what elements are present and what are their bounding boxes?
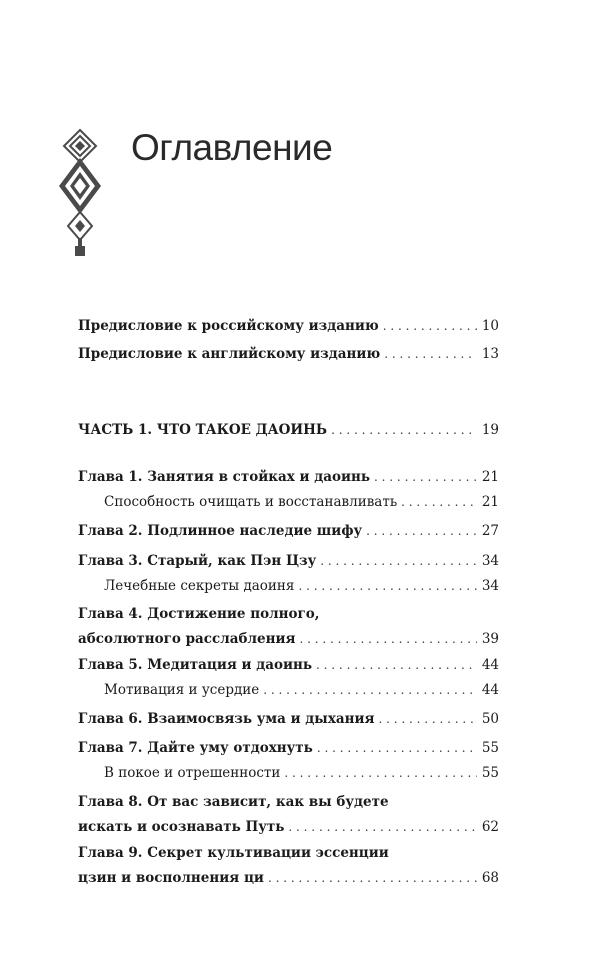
page-number: 21 [481, 469, 499, 485]
page-number: 39 [481, 631, 499, 647]
page-number: 55 [481, 765, 499, 781]
toc-entry[interactable]: Глава 1. Занятия в стойках и даоинь . . . 21 [78, 467, 499, 487]
toc-part[interactable]: ЧАСТЬ 1. ЧТО ТАКОЕ ДАОИНЬ . . . 19 [78, 420, 499, 440]
toc-entry[interactable]: Глава 7. Дайте уму отдохнуть . . . 55 [78, 738, 499, 758]
page-number: 27 [481, 523, 499, 539]
page-number: 44 [481, 682, 499, 698]
page-number: 55 [481, 740, 499, 756]
toc-entry[interactable]: Глава 2. Подлинное наследие шифу . . . 27 [78, 521, 499, 541]
toc-entry[interactable]: Глава 5. Медитация и даоинь . . . 44 [78, 655, 499, 675]
toc-entry[interactable]: Глава 3. Старый, как Пэн Цзу . . . 34 [78, 551, 499, 571]
toc-entry[interactable]: Глава 8. От вас зависит, как вы будете искать и осознавать Путь . . . 62 [78, 792, 499, 837]
toc-entry[interactable]: Предисловие к английскому изданию . . . 13 [78, 344, 499, 364]
page-number: 62 [481, 819, 499, 835]
page-number: 34 [481, 553, 499, 569]
page-number: 34 [481, 578, 499, 594]
toc-entry[interactable]: Глава 9. Секрет культивации эссенции цзин и восполнения ци . . . 68 [78, 843, 499, 888]
toc-subentry[interactable]: Лечебные секреты даоиня . . . 34 [104, 576, 499, 596]
page-number: 13 [481, 346, 499, 362]
page-number: 68 [481, 870, 499, 886]
toc-subentry[interactable]: Способность очищать и восстанавливать . . . 21 [104, 492, 499, 512]
toc-entry[interactable]: Глава 6. Взаимосвязь ума и дыхания . . . 50 [78, 709, 499, 729]
page-number: 50 [481, 711, 499, 727]
page-title: Оглавление [131, 127, 333, 168]
page-number: 21 [481, 494, 499, 510]
toc-subentry[interactable]: В покое и отрешенности . . . 55 [104, 763, 499, 783]
toc-entry[interactable]: Предисловие к российскому изданию . . . 10 [78, 316, 499, 336]
page-number: 44 [481, 657, 499, 673]
page-number: 10 [481, 318, 499, 334]
page-number: 19 [481, 422, 499, 438]
toc-subentry[interactable]: Мотивация и усердие . . . 44 [104, 680, 499, 700]
toc-entry[interactable]: Глава 4. Достижение полного, абсолютного расслабления . . . 39 [78, 604, 499, 649]
diamond-ornament-icon [58, 128, 102, 258]
